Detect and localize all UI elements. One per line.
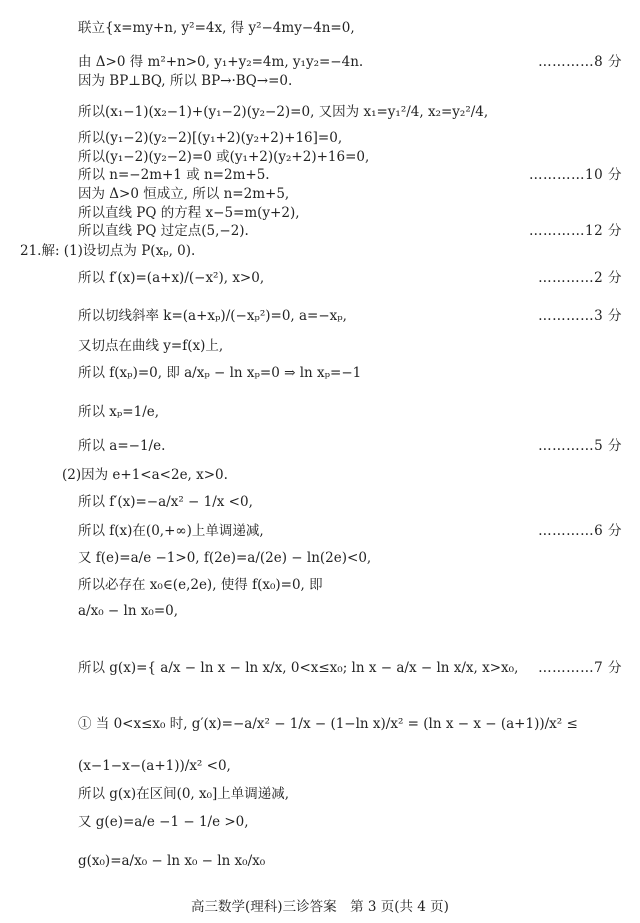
score-10: …………10 分 [529,167,622,183]
line-18: (2)因为 e+1<a<2e, x>0. [62,467,228,483]
line-3: 因为 BP⊥BQ, 所以 BP→·BQ→=0. [78,73,293,89]
line-17: 所以 a=−1/e. [78,438,166,454]
line-20: 所以 f(x)在(0,+∞)上单调递减, [78,523,264,539]
line-2: 由 Δ>0 得 m²+n>0, y₁+y₂=4m, y₁y₂=−4n. [78,54,364,70]
score-3: …………3 分 [538,308,622,324]
line-12: 所以 f′(x)=(a+x)/(−x²), x>0, [78,270,265,286]
line-16: 所以 xₚ=1/e, [78,404,160,420]
line-9: 所以直线 PQ 的方程 x−5=m(y+2), [78,205,300,221]
line-21: 又 f(e)=a/e −1>0, f(2e)=a/(2e) − ln(2e)<0, [78,550,372,566]
line-1: 联立{x=my+n, y²=4x, 得 y²−4my−4n=0, [78,20,355,36]
line-5: 所以(y₁−2)(y₂−2)[(y₁+2)(y₂+2)+16]=0, [78,130,343,146]
line-26: (x−1−x−(a+1))/x² <0, [78,758,231,774]
score-12: …………12 分 [529,223,622,239]
line-23: a/x₀ − ln x₀=0, [78,603,179,619]
line-8: 因为 Δ>0 恒成立, 所以 n=2m+5, [78,186,290,202]
line-19: 所以 f′(x)=−a/x² − 1/x <0, [78,494,253,510]
line-10: 所以直线 PQ 过定点(5,−2). [78,223,249,239]
problem-21-heading: 21.解: (1)设切点为 P(xₚ, 0). [20,243,196,259]
score-5: …………5 分 [538,438,622,454]
line-13: 所以切线斜率 k=(a+xₚ)/(−xₚ²)=0, a=−xₚ, [78,308,347,324]
line-15: 所以 f(xₚ)=0, 即 a/xₚ − ln xₚ=0 ⇒ ln xₚ=−1 [78,365,362,381]
line-4: 所以(x₁−1)(x₂−1)+(y₁−2)(y₂−2)=0, 又因为 x₁=y₁²/4, x₂=y₂²/4, [78,104,489,120]
line-25: ① 当 0<x≤x₀ 时, g′(x)=−a/x² − 1/x − (1−ln x)/x² = (ln x − x − (a+1))/x² ≤ [78,716,578,732]
score-6: …………6 分 [538,523,622,539]
score-8: …………8 分 [538,54,622,70]
line-27: 所以 g(x)在区间(0, x₀]上单调递减, [78,786,290,802]
line-24: 所以 g(x)={ a/x − ln x − ln x/x, 0<x≤x₀; ln x − a/x − ln x/x, x>x₀, [78,660,519,676]
line-29: g(x₀)=a/x₀ − ln x₀ − ln x₀/x₀ [78,853,266,869]
page-footer: 高三数学(理科)三诊答案 第 3 页(共 4 页) [191,899,449,915]
line-28: 又 g(e)=a/e −1 − 1/e >0, [78,814,249,830]
line-22: 所以必存在 x₀∈(e,2e), 使得 f(x₀)=0, 即 [78,577,323,593]
score-7: …………7 分 [538,660,622,676]
line-6: 所以(y₁−2)(y₂−2)=0 或(y₁+2)(y₂+2)+16=0, [78,149,370,165]
line-14: 又切点在曲线 y=f(x)上, [78,338,224,354]
score-2: …………2 分 [538,270,622,286]
line-7: 所以 n=−2m+1 或 n=2m+5. [78,167,270,183]
